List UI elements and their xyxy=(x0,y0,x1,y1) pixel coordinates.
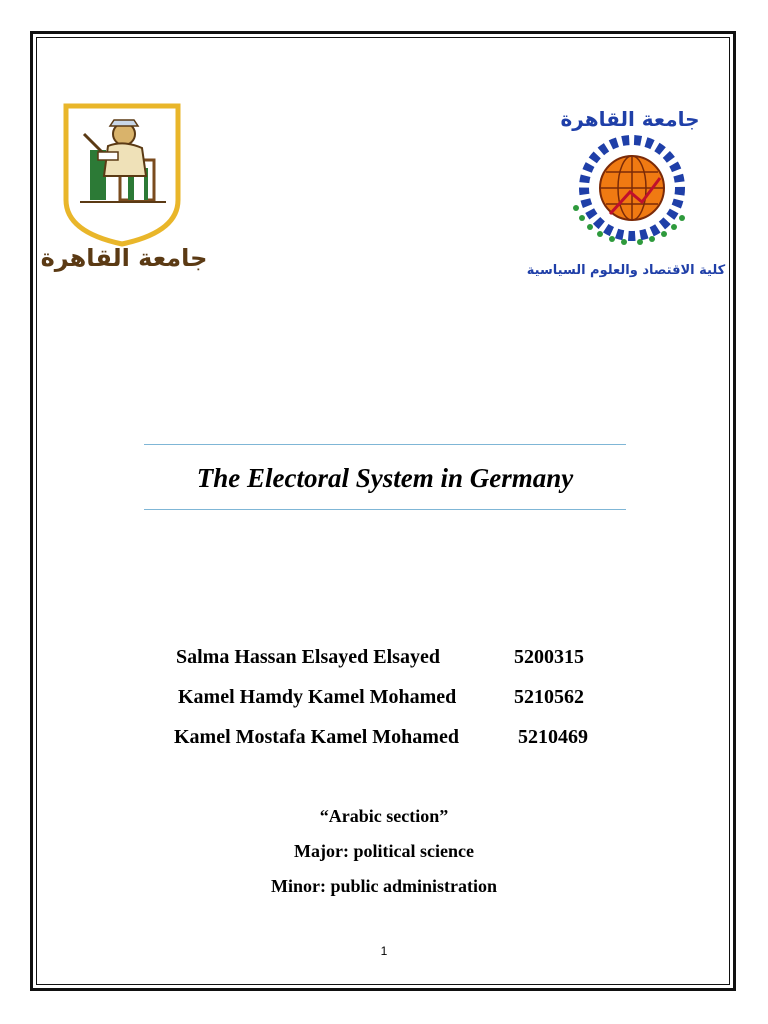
cairo-university-logo xyxy=(40,104,208,274)
major-label: Major: political science xyxy=(294,841,474,861)
author-id: 5210469 xyxy=(518,726,588,748)
author-name: Salma Hassan Elsayed Elsayed xyxy=(176,646,440,668)
left-logo-text: جامعة القاهرة xyxy=(40,244,208,272)
author-row xyxy=(178,686,584,709)
page-number: 1 xyxy=(380,944,388,958)
right-logo-text-bottom: كلية الاقتصاد والعلوم السياسية xyxy=(526,263,726,278)
author-row xyxy=(176,646,584,669)
author-name: Kamel Hamdy Kamel Mohamed xyxy=(178,686,457,708)
document-title: The Electoral System in Germany xyxy=(196,463,574,493)
title-rule-bottom xyxy=(144,509,626,510)
author-row xyxy=(174,726,588,749)
right-logo-text-top: جامعة القاهرة xyxy=(560,107,700,131)
minor-label: Minor: public administration xyxy=(270,876,498,896)
section-label: “Arabic section” xyxy=(319,806,449,826)
author-id: 5200315 xyxy=(514,646,584,668)
author-id: 5210562 xyxy=(514,686,584,708)
author-name: Kamel Mostafa Kamel Mohamed xyxy=(174,726,459,748)
title-rule-top xyxy=(144,444,626,445)
feps-logo xyxy=(526,96,726,286)
